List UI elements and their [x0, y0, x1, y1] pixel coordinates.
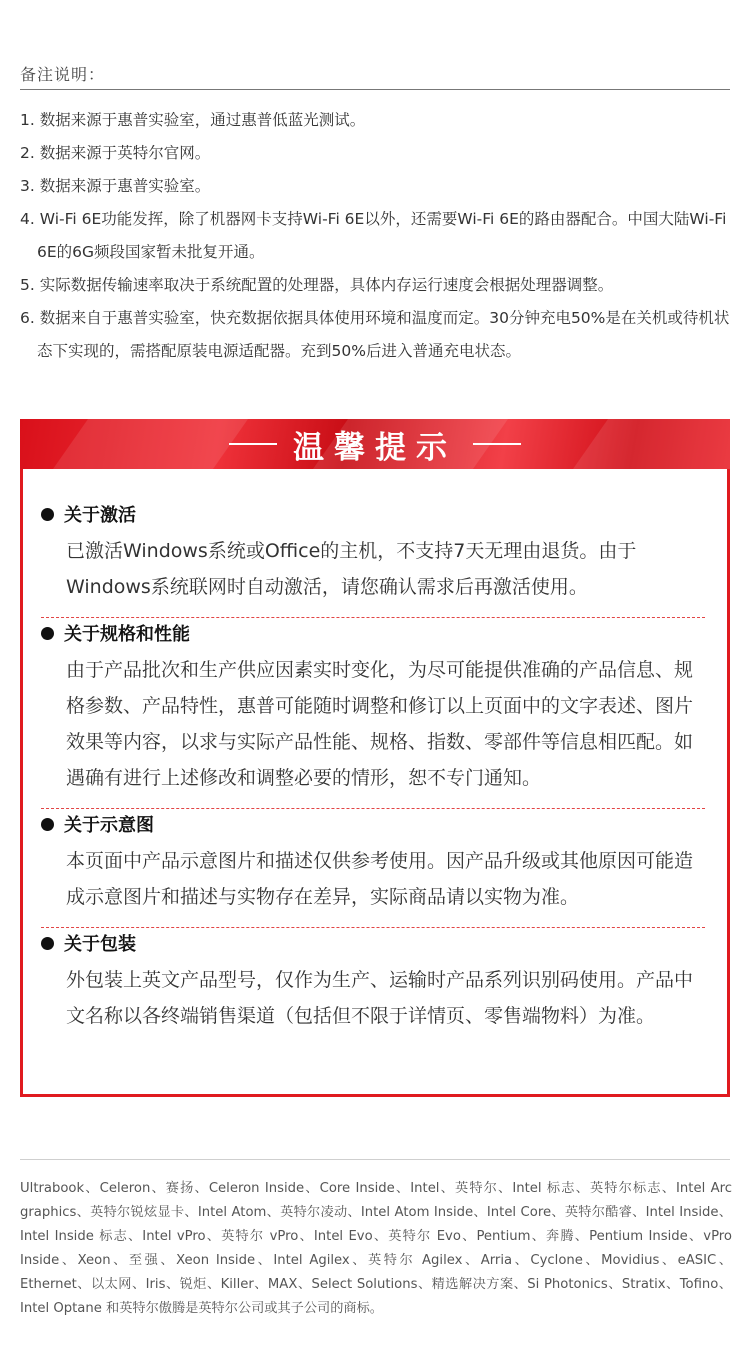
legal-divider	[20, 1159, 730, 1160]
notes-title: 备注说明：	[20, 60, 730, 90]
tip-heading: 关于规格和性能	[64, 624, 190, 645]
note-item: 6. 数据来自于惠普实验室，快充数据依据具体使用环境和温度而定。30分钟充电50%是在关机或待机状态下实现的，需搭配原装电源适配器。充到50%后进入普通充电状态。	[20, 309, 730, 360]
notes-list	[20, 104, 730, 368]
tip-heading: 关于示意图	[64, 815, 154, 836]
tips-body	[23, 469, 727, 1046]
bullet-dot-icon	[41, 818, 54, 831]
bullet-dot-icon	[41, 627, 54, 640]
note-item: 5. 实际数据传输速率取决于系统配置的处理器，具体内存运行速度会根据处理器调整。	[20, 276, 614, 294]
tip-text: 由于产品批次和生产供应因素实时变化，为尽可能提供准确的产品信息、规格参数、产品特性，惠普可能随时调整和修订以上页面中的文字表述、图片效果等内容，以求与实际产品性能、规格、指数、零部件等信息相匹配。如遇确有进行上述修改和调整必要的情形，恕不专门通知。	[66, 659, 694, 789]
tips-panel	[20, 419, 730, 1097]
tip-section-illustration	[41, 809, 705, 927]
tip-text: 外包装上英文产品型号，仅作为生产、运输时产品系列识别码使用。产品中文名称以各终端销售渠道（包括但不限于详情页、零售端物料）为准。	[66, 969, 694, 1027]
tip-heading: 关于包装	[64, 934, 136, 955]
tip-section-packaging	[41, 928, 705, 1046]
tip-section-activation	[41, 499, 705, 617]
notes-section	[20, 60, 730, 368]
bullet-dot-icon	[41, 937, 54, 950]
tips-header-banner	[20, 419, 730, 469]
note-item: 4. Wi-Fi 6E功能发挥，除了机器网卡支持Wi-Fi 6E以外，还需要Wi-Fi 6E的路由器配合。中国大陆Wi-Fi 6E的6G频段国家暂未批复开通。	[20, 210, 727, 261]
trademark-notice: Ultrabook、Celeron、赛扬、Celeron Inside、Core Inside、Intel、英特尔、Intel 标志、英特尔标志、Intel Arc graphics、英特尔锐炫显卡、Intel Atom、英特尔凌动、Intel Atom Inside、Intel Core、英特尔酷睿、Intel Inside、Intel Inside 标志、Intel vPro、英特尔 vPro、Intel Evo、英特尔 Evo、Pentium、奔腾、Pentium Inside、vPro Inside、Xeon、至强、Xeon Inside、Intel Agilex、英特尔 Agilex、Arria、Cyclone、Movidius、eASIC、Ethernet、以太网、Iris、锐炬、Killer、MAX、Select Solutions、精选解决方案、Si Photonics、Stratix、Tofino、Intel Optane 和英特尔傲腾是英特尔公司或其子公司的商标。	[20, 1181, 732, 1316]
note-item: 2. 数据来源于英特尔官网。	[20, 144, 211, 162]
tip-text: 已激活Windows系统或Office的主机，不支持7天无理由退货。由于Windows系统联网时自动激活，请您确认需求后再激活使用。	[66, 540, 637, 598]
tip-heading: 关于激活	[64, 505, 136, 526]
header-rule-left	[229, 443, 277, 445]
bullet-dot-icon	[41, 508, 54, 521]
note-item: 3. 数据来源于惠普实验室。	[20, 177, 211, 195]
tip-text: 本页面中产品示意图片和描述仅供参考使用。因产品升级或其他原因可能造成示意图片和描述与实物存在差异，实际商品请以实物为准。	[66, 850, 694, 908]
tips-title: 温馨提示	[293, 429, 457, 466]
tip-section-specs	[41, 618, 705, 808]
note-item: 1. 数据来源于惠普实验室，通过惠普低蓝光测试。	[20, 111, 366, 129]
header-rule-right	[473, 443, 521, 445]
